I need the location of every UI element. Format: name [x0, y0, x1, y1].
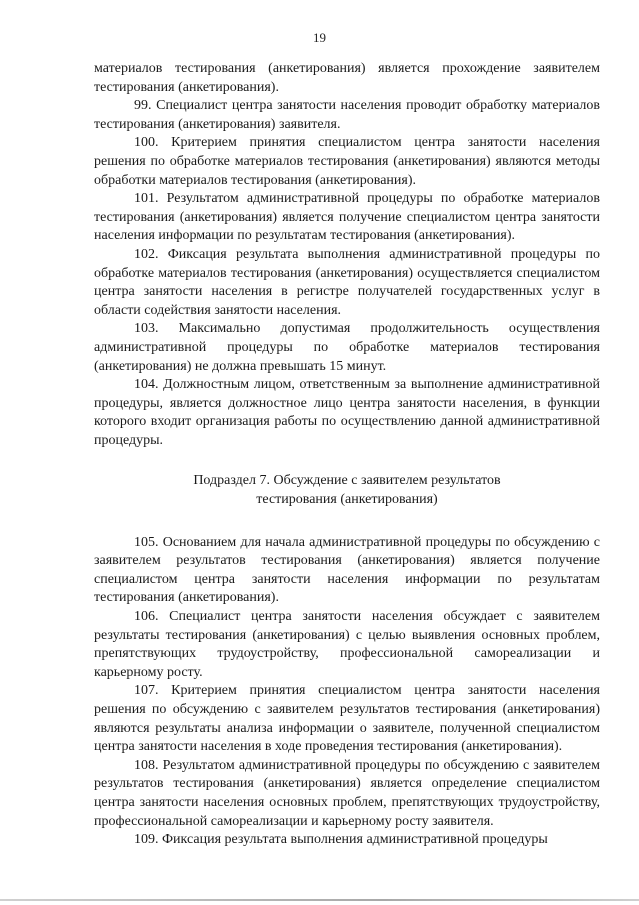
paragraph-continuation: материалов тестирования (анкетирования) является прохождение заявителем тестирования (анкетирования).: [94, 61, 600, 95]
document-body: [94, 60, 600, 850]
paragraph-106: 106. Специалист центра занятости населения обсуждает с заявителем результаты тестирования (анкетирования) с целью выявления основных проблем, препятствующих трудоустройству, профессиональной самореализации и карьерному росту.: [94, 609, 600, 680]
section-heading-line2: тестирования (анкетирования): [256, 492, 438, 508]
paragraph-99: 99. Специалист центра занятости населения проводит обработку материалов тестирования (анкетирования) заявителя.: [94, 98, 600, 132]
paragraph-102: 102. Фиксация результата выполнения административной процедуры по обработке материалов тестирования (анкетирования) осуществляется специалистом центра занятости населения в регистре получателей государственных услуг в области содействия занятости населения.: [94, 246, 600, 318]
paragraph-101: 101. Результатом административной процедуры по обработке материалов тестирования (анкетирования) является получение специалистом центра занятости населения информации по результатам тестирования (анкетирования).: [94, 191, 600, 244]
section-heading: [94, 472, 600, 509]
paragraph-108: 108. Результатом административной процедуры по обсуждению с заявителем результатов тестирования (анкетирования) является определение специалистом центра занятости населения основных проблем, препятствующих трудоустройству, профессиональной самореализации и карьерному росту заявителя.: [94, 757, 600, 829]
paragraph-107: 107. Критерием принятия специалистом центра занятости населения решения по обсуждению с заявителем результатов тестирования (анкетирования) являются результаты анализа информации о заявителе, полученной специалистом центра занятости населения в ходе проведения тестирования (анкетирования).: [94, 683, 600, 755]
page-number: 19: [313, 30, 326, 45]
paragraph-100: 100. Критерием принятия специалистом центра занятости населения решения по обработке материалов тестирования (анкетирования) являются методы обработки материалов тестирования (анкетирования).: [94, 135, 600, 188]
paragraph-105: 105. Основанием для начала административной процедуры по обсуждению с заявителем результатов тестирования (анкетирования) является получение специалистом центра занятости населения информации по результатам тестирования (анкетирования).: [94, 534, 600, 606]
scan-bottom-edge: [0, 899, 639, 901]
section-heading-line1: Подраздел 7. Обсуждение с заявителем результатов: [193, 473, 501, 489]
paragraph-104: 104. Должностным лицом, ответственным за выполнение административной процедуры, является должностное лицо центра занятости населения, в функции которого входит организация работы по осуществлению данной административной процедуры.: [94, 377, 600, 448]
paragraph-103: 103. Максимально допустимая продолжительность осуществления административной процедуры по обработке материалов тестирования (анкетирования) не должна превышать 15 минут.: [94, 321, 600, 374]
paragraph-109: 109. Фиксация результата выполнения административной процедуры: [134, 832, 548, 848]
